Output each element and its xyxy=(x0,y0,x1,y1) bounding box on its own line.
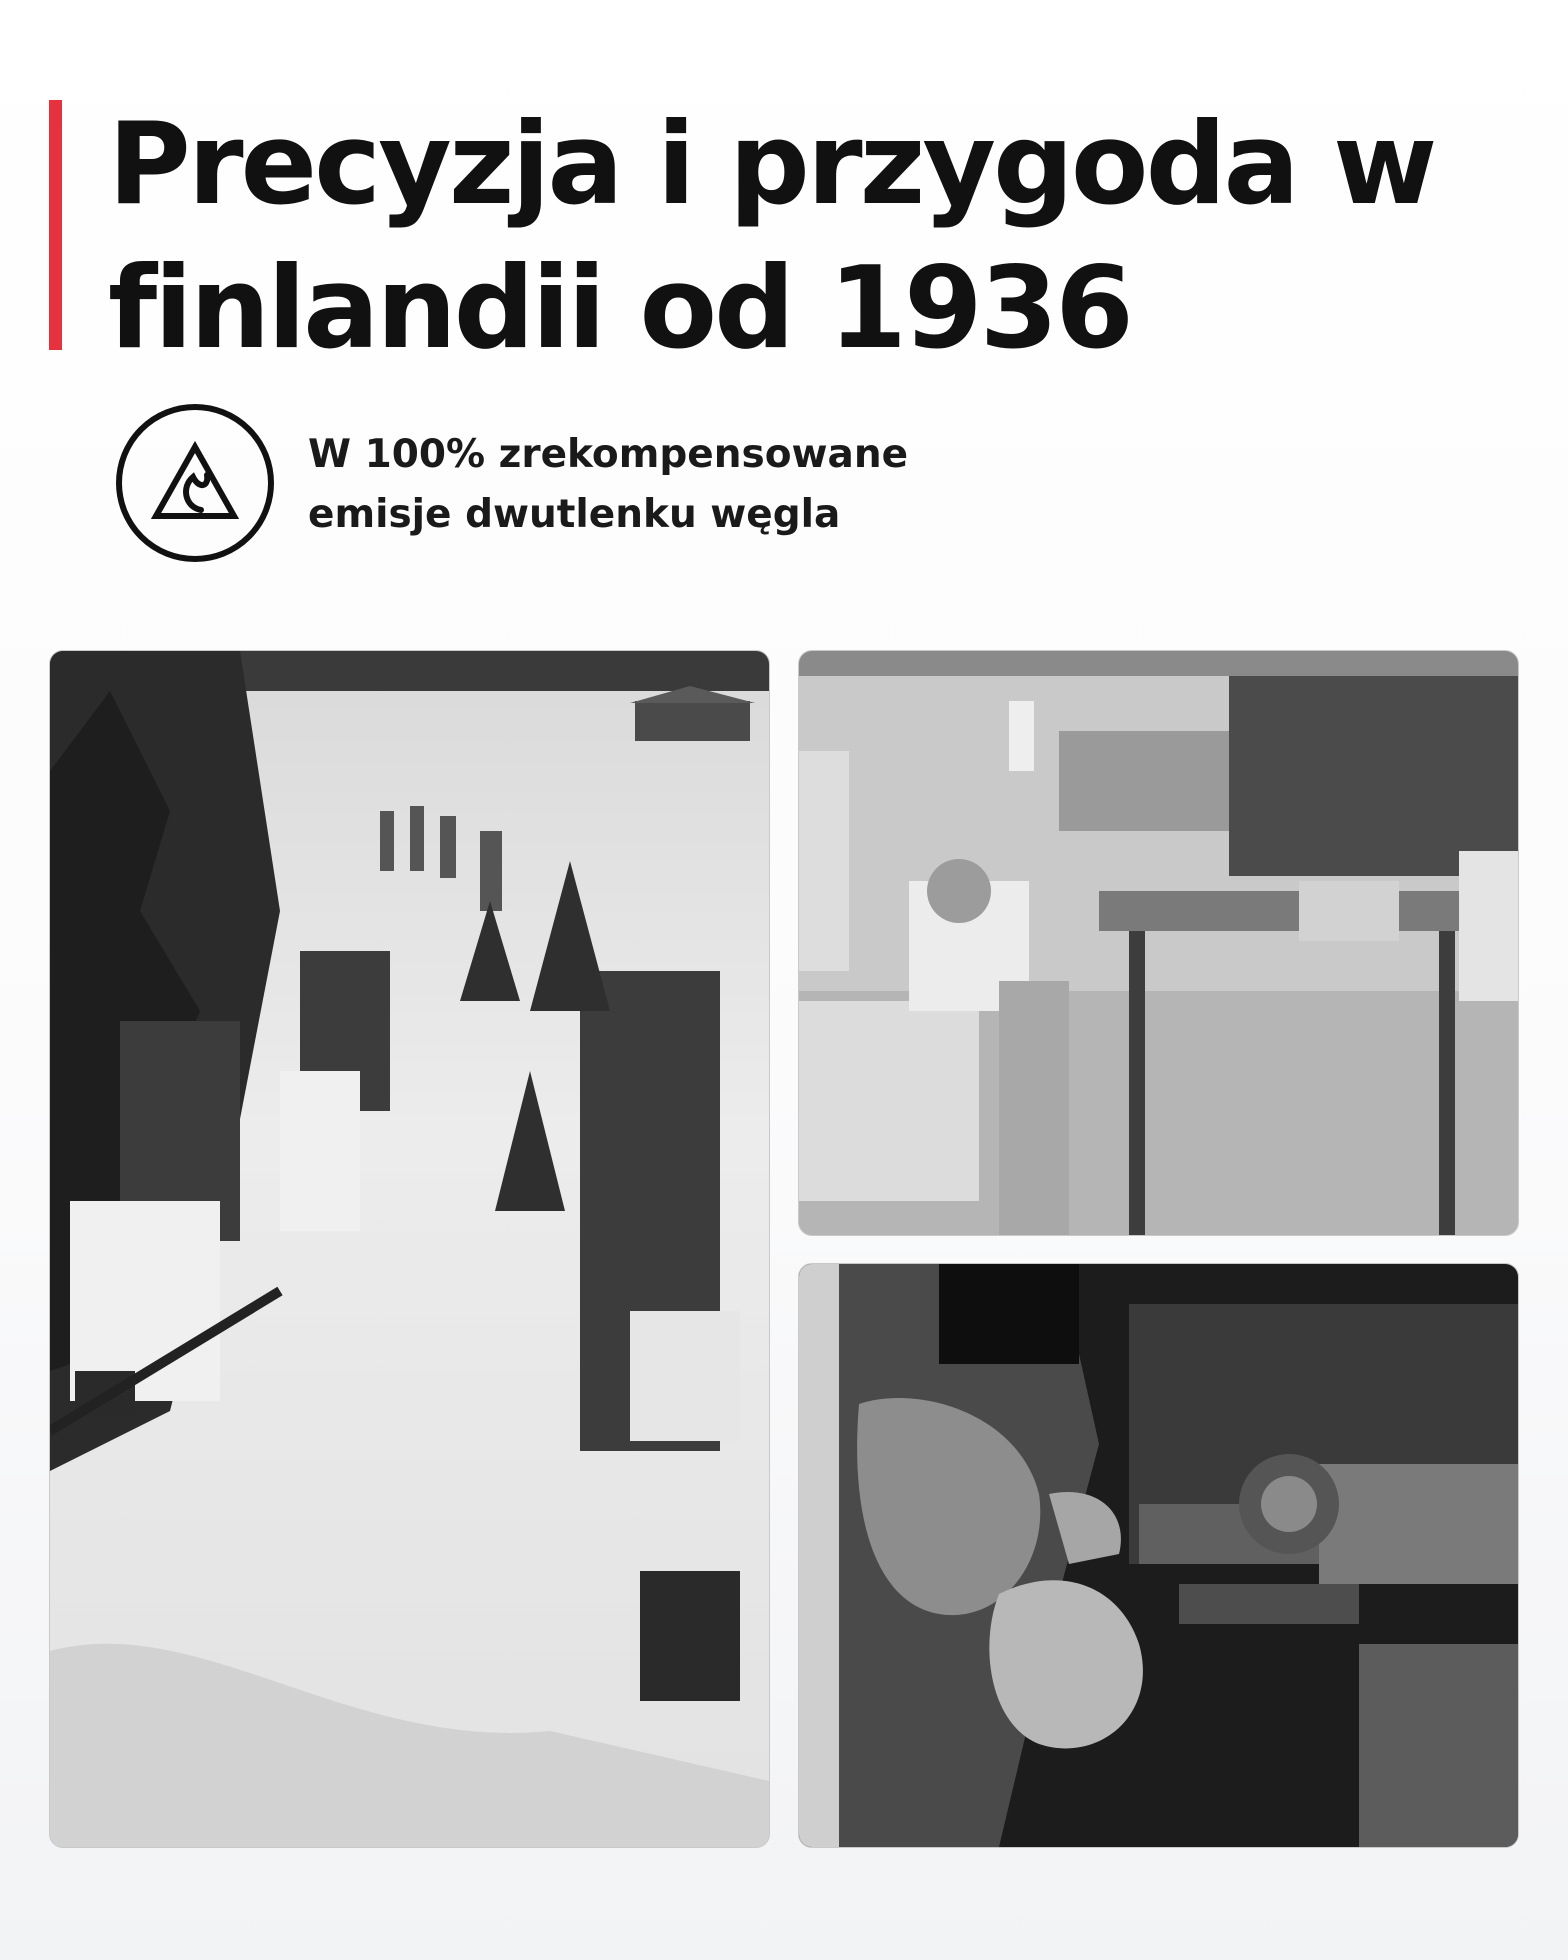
precision-lathe-photo xyxy=(798,1263,1519,1848)
page-title xyxy=(108,92,1508,380)
carbon-neutral-triangle-icon xyxy=(115,403,275,563)
workshop-interior-photo xyxy=(798,650,1519,1236)
ski-expedition-photo xyxy=(49,650,770,1848)
badge-text-line-2: emisje dwutlenku węgla xyxy=(308,492,841,537)
carbon-offset-statement xyxy=(308,425,908,545)
title-line-2: finlandii od 1936 xyxy=(108,242,1131,374)
badge-text-line-1: W 100% zrekompensowane xyxy=(308,432,909,477)
title-line-1: Precyzja i przygoda w xyxy=(108,98,1435,230)
accent-bar xyxy=(49,100,62,350)
